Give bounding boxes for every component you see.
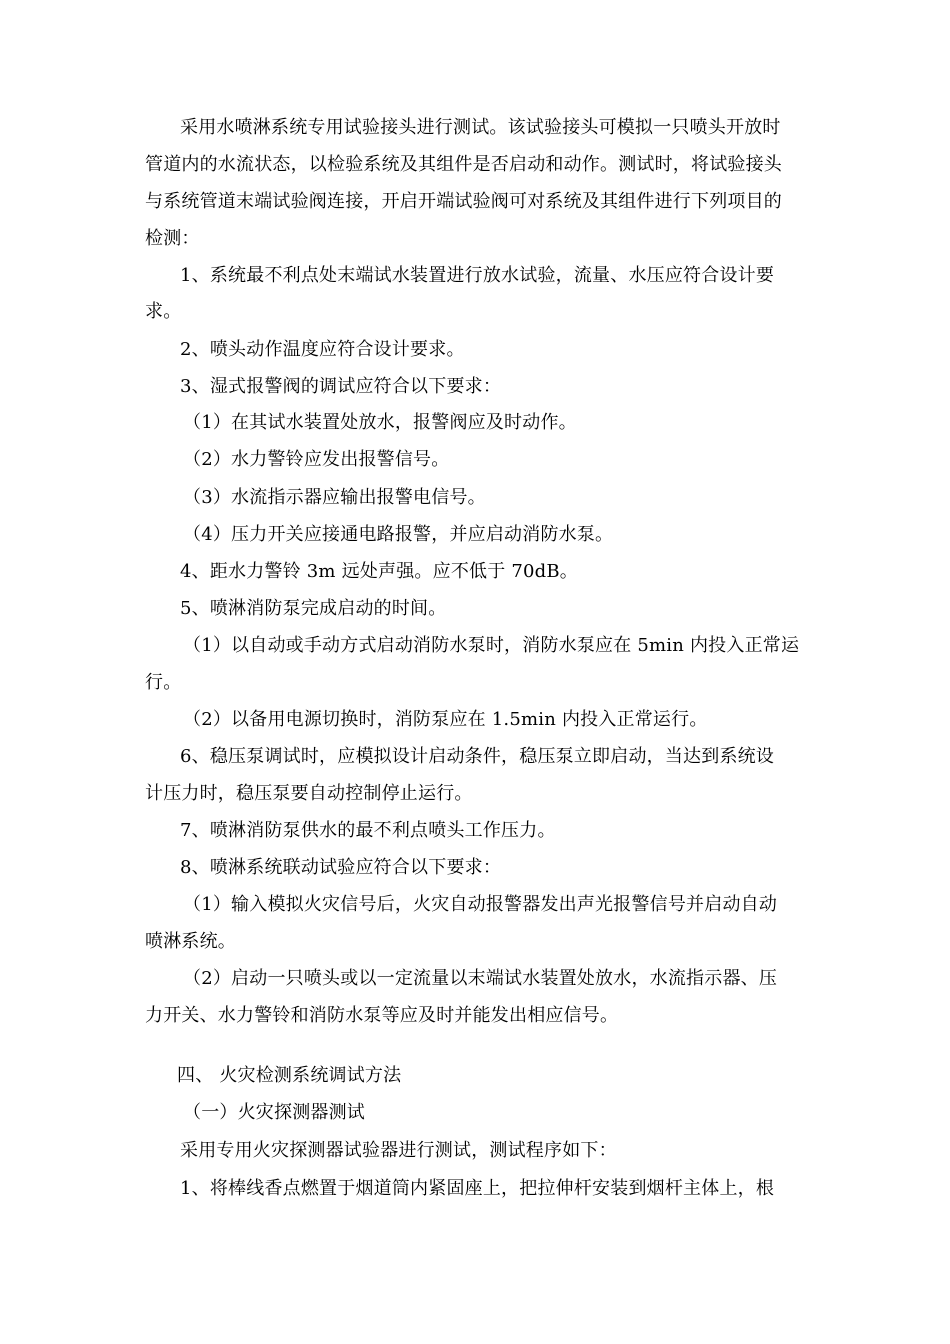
sub-item-line: 力开关、水力警铃和消防水泵等应及时并能发出相应信号。 <box>145 1005 619 1026</box>
sub-item-line: （3）水流指示器应输出报警电信号。 <box>183 487 486 508</box>
list-item-line: 3、湿式报警阀的调试应符合以下要求： <box>180 376 502 397</box>
list-item-line: 6、稳压泵调试时，应模拟设计启动条件，稳压泵立即启动，当达到系统设 <box>180 746 775 767</box>
paragraph-line: 采用专用火灾探测器试验器进行测试，测试程序如下： <box>180 1140 617 1161</box>
list-item-line: 4、距水力警铃 3m 远处声强。应不低于 70dB。 <box>180 561 578 582</box>
paragraph-line: 检测： <box>145 228 200 249</box>
list-item-line: 2、喷头动作温度应符合设计要求。 <box>180 339 465 360</box>
list-item-line: 计压力时，稳压泵要自动控制停止运行。 <box>145 783 473 804</box>
paragraph-line: 与系统管道末端试验阀连接，开启开端试验阀可对系统及其组件进行下列项目的 <box>145 191 782 212</box>
subsection-heading: （一）火灾探测器测试 <box>183 1102 365 1123</box>
list-item-line: 7、喷淋消防泵供水的最不利点喷头工作压力。 <box>180 820 556 841</box>
sub-item-line: （4）压力开关应接通电路报警，并应启动消防水泵。 <box>183 524 614 545</box>
list-item-line: 5、喷淋消防泵完成启动的时间。 <box>180 598 447 619</box>
sub-item-line: （1）以自动或手动方式启动消防水泵时，消防水泵应在 5min 内投入正常运 <box>183 635 800 656</box>
list-item-line: 8、喷淋系统联动试验应符合以下要求： <box>180 857 502 878</box>
paragraph-line: 管道内的水流状态，以检验系统及其组件是否启动和动作。测试时，将试验接头 <box>145 154 782 175</box>
paragraph-line: 采用水喷淋系统专用试验接头进行测试。该试验接头可模拟一只喷头开放时 <box>180 117 781 138</box>
list-item-line: 求。 <box>145 301 182 322</box>
sub-item-line: （2）水力警铃应发出报警信号。 <box>183 449 450 470</box>
sub-item-line: （2）启动一只喷头或以一定流量以末端试水装置处放水，水流指示器、压 <box>183 968 778 989</box>
sub-item-line: 喷淋系统。 <box>145 931 236 952</box>
list-item-line: 1、将棒线香点燃置于烟道筒内紧固座上，把拉伸杆安装到烟杆主体上，根 <box>180 1178 775 1199</box>
sub-item-line: （1）在其试水装置处放水，报警阀应及时动作。 <box>183 412 577 433</box>
section-heading: 四、 火灾检测系统调试方法 <box>177 1065 402 1086</box>
sub-item-line: （1）输入模拟火灾信号后，火灾自动报警器发出声光报警信号并启动自动 <box>183 894 778 915</box>
sub-item-line: （2）以备用电源切换时，消防泵应在 1.5min 内投入正常运行。 <box>183 709 708 730</box>
list-item-line: 1、系统最不利点处末端试水装置进行放水试验，流量、水压应符合设计要 <box>180 265 775 286</box>
sub-item-line: 行。 <box>145 672 182 693</box>
